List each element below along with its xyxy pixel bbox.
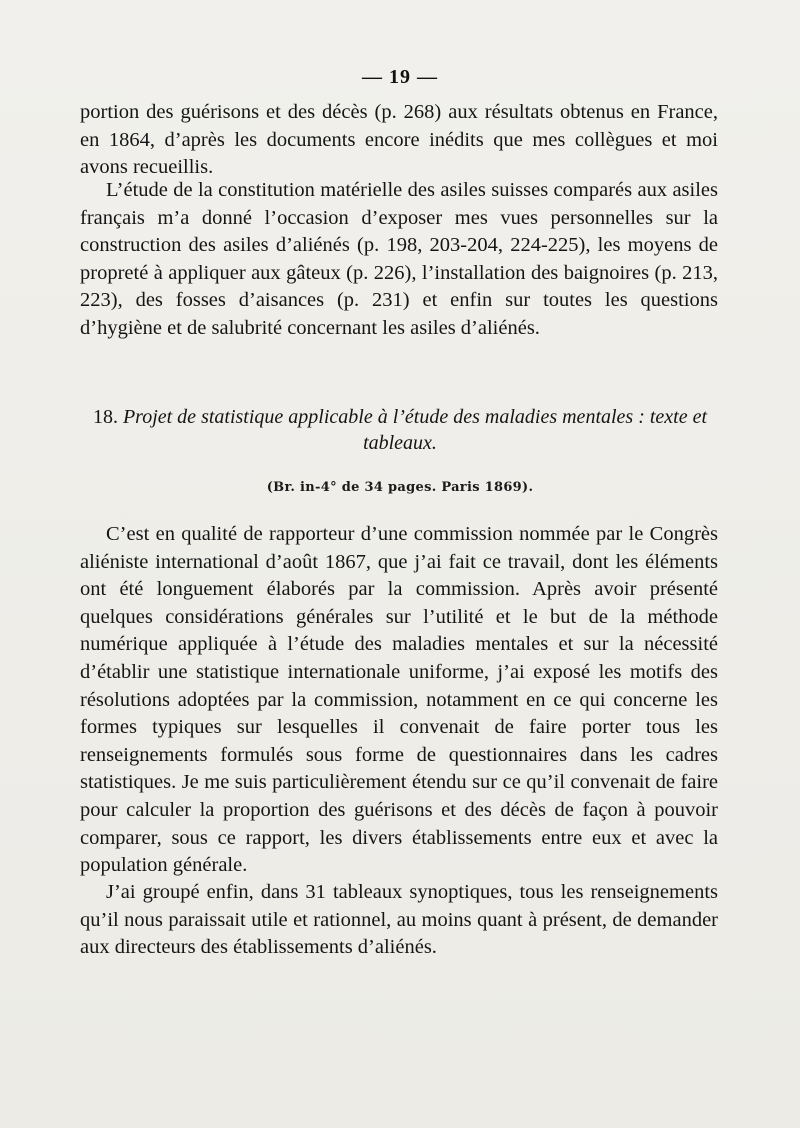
paragraph-constitution — [80, 177, 718, 343]
entry-title: Projet de statistique applicable à l’étude des maladies mentales : texte et tableaux. — [122, 406, 708, 454]
entry-number: 18. — [92, 406, 118, 428]
paragraph-intro-text: portion des guérisons et des décès (p. 268) aux résultats obtenus en France, en 1864, d’après les documents encore inédits que mes collègues et moi avons recueillis. — [80, 101, 718, 179]
entry-heading — [80, 404, 720, 456]
entry-publication-info: (Br. in-4° de 34 pages. Paris 1869). — [266, 480, 534, 495]
paragraph-constitution-text: L’étude de la constitution matérielle des asiles suisses comparés aux asiles français m’a donné l’occasion d’exposer mes vues personnelles sur la construction des asiles d’aliénés (p. 198, 203-204, 224-225), les moyens de propreté à appliquer aux gâteux (p. 226), l’installation des baignoires (p. 213, 223), des fosses d’aisances (p. 231) et enfin sur toutes les questions d’hygiène et de salubrité concernant les asiles d’aliénés. — [80, 179, 718, 339]
paragraph-tableaux-text: J’ai groupé enfin, dans 31 tableaux synoptiques, tous les renseignements qu’il nous paraissait utile et rationnel, au moins quant à présent, de demander aux directeurs des établissements d’aliénés. — [80, 881, 718, 959]
page-number: — 19 — — [362, 66, 438, 88]
paragraph-rapport-text: C’est en qualité de rapporteur d’une commission nommée par le Congrès aliéniste international d’août 1867, que j’ai fait ce travail, dont les éléments ont été longuement élaborés par la commission. Après avoir présenté quelques considérations générales sur l’utilité et le but de la méthode numérique appliquée à l’étude des maladies mentales et sur la nécessité d’établir une statistique internationale uniforme, j’ai exposé les motifs des résolutions adoptées par la commission, notamment en ce qui concerne les formes typiques sur lesquelles il convenait de faire porter tous les renseignements formulés sous forme de questionnaires dans les cadres statistiques. Je me suis particulièrement étendu sur ce qu’il convenait de faire pour calculer la proportion des guérisons et des décès de façon à pouvoir comparer, sous ce rapport, les divers établissements entre eux et avec la population générale. — [80, 523, 718, 877]
paragraph-intro — [80, 99, 718, 182]
paragraph-rapport — [80, 521, 718, 880]
paragraph-tableaux — [80, 879, 718, 962]
